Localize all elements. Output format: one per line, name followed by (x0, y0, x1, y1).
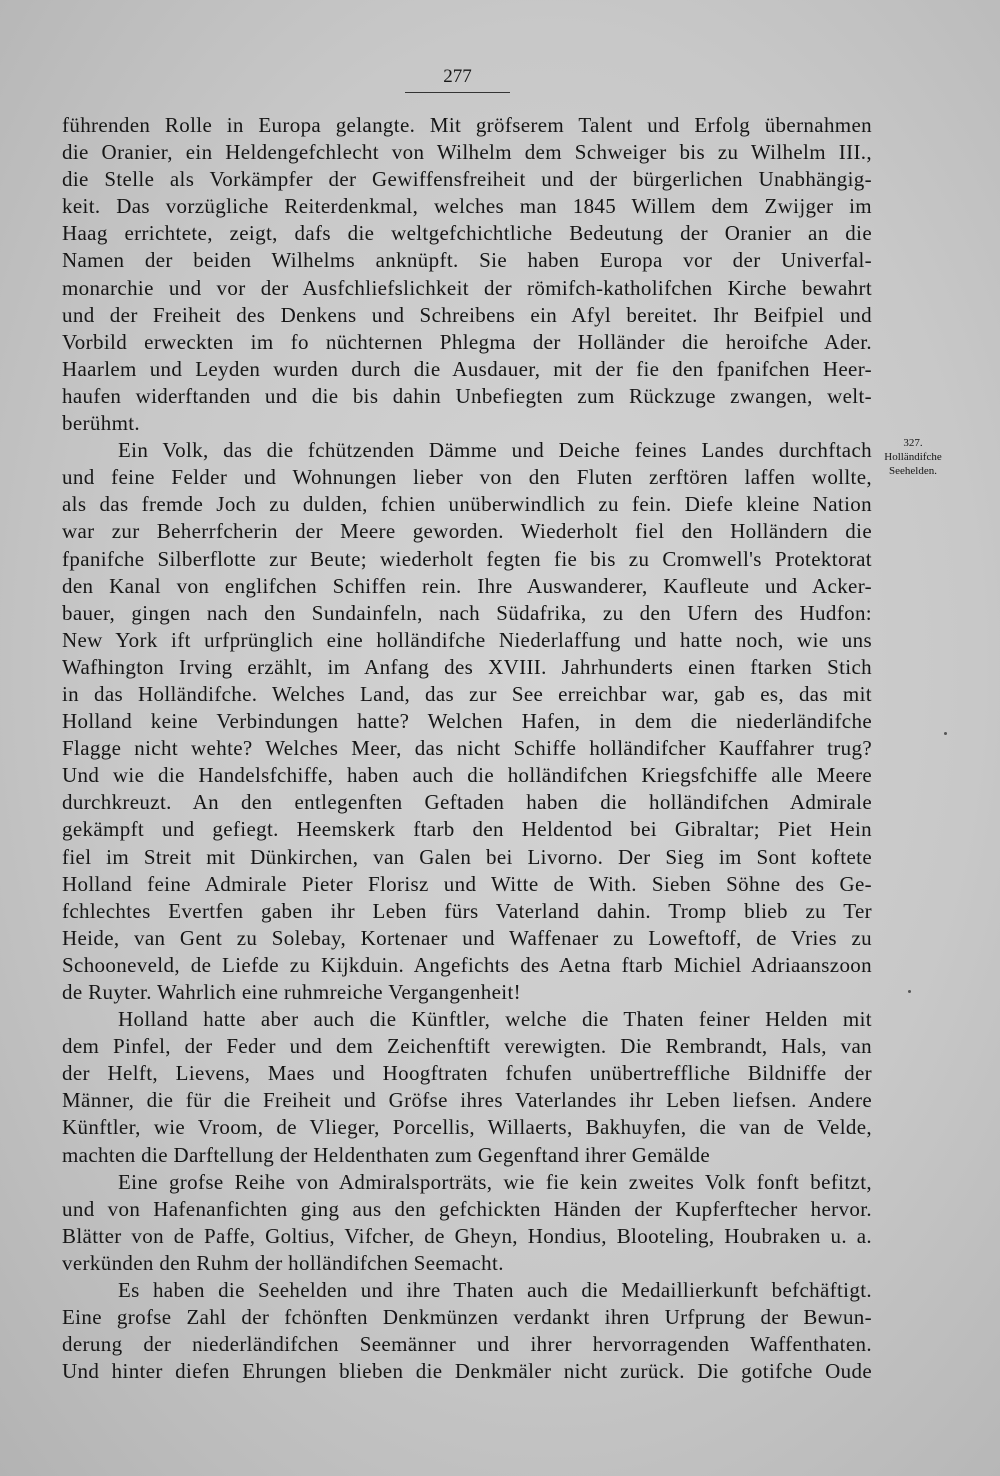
text-line: als das fremde Joch zu dulden, fchien unüberwindlich zu fein. Diefe kleine Nation (62, 492, 872, 517)
text-line: Holland hatte aber auch die Künftler, welche die Thaten feiner Helden mit (118, 1007, 872, 1032)
text-line: und von Hafenanfichten ging aus den gefchickten Händen der Kupferftecher hervor. (62, 1196, 872, 1221)
text-line: fiel im Streit mit Dünkirchen, van Galen bei Livorno. Der Sieg im Sont koftete (62, 844, 872, 869)
text-line: durchkreuzt. An den entlegenften Geftaden haben die holländifchen Admirale (62, 790, 872, 815)
text-line: Namen der beiden Wilhelms anknüpft. Sie haben Europa vor der Univerfal- (62, 248, 872, 273)
text-line: fchlechtes Evertfen gaben ihr Leben fürs Vaterland dahin. Tromp blieb zu Ter (62, 898, 872, 923)
text-line: die Oranier, ein Heldengefchlecht von Wilhelm dem Schweiger bis zu Wilhelm III., (62, 140, 872, 165)
paper-speck (944, 732, 947, 735)
text-line: Blätter von de Paffe, Goltius, Vifcher, de Gheyn, Hondius, Blooteling, Houbraken u. a. (62, 1223, 872, 1248)
text-line: Und hinter diefen Ehrungen blieben die Denkmäler nicht zurück. Die gotifche Oude (62, 1359, 872, 1384)
text-line: Wafhington Irving erzählt, im Anfang des XVIII. Jahrhunderts einen ftarken Stich (62, 654, 872, 679)
text-line: New York ift urfprünglich eine holländifche Niederlaffung und hatte noch, wie uns (62, 627, 872, 652)
text-line: bauer, gingen nach den Sundainfeln, nach Südafrika, zu den Ufern des Hudfon: (62, 600, 872, 625)
text-line: Holland feine Admirale Pieter Florisz und Witte de With. Sieben Söhne des Ge- (62, 871, 872, 896)
text-line: haufen widerftanden und die bis dahin Unbefiegten zum Rückzuge zwangen, welt- (62, 383, 872, 408)
page-number: 277 (443, 66, 472, 87)
text-line: war zur Beherrfcherin der Meere geworden. Wiederholt fiel den Holländern die (62, 519, 872, 544)
body-text (62, 112, 872, 1385)
text-line: Haarlem und Leyden wurden durch die Ausdauer, mit der fie den fpanifchen Heer- (62, 356, 872, 381)
text-line: und feine Felder und Wohnungen lieber von den Fluten zerftören laffen wollte, (62, 465, 872, 490)
paper-speck (908, 990, 911, 993)
text-line: Haag errichtete, zeigt, dafs die weltgefchichtliche Bedeutung der Oranier an die (62, 221, 872, 246)
text-line: Es haben die Seehelden und ihre Thaten auch die Medaillierkunft befchäftigt. (118, 1278, 872, 1303)
text-line: Ein Volk, das die fchützenden Dämme und Deiche feines Landes durchftach (118, 438, 872, 463)
page-number-rule (405, 92, 510, 93)
text-line: Männer, die für die Freiheit und Gröfse ihres Vaterlandes ihr Leben liefsen. Andere (62, 1088, 872, 1113)
text-line: de Ruyter. Wahrlich eine ruhmreiche Vergangenheit! (62, 980, 521, 1004)
text-line: verkünden den Ruhm der holländifchen Seemacht. (62, 1250, 504, 1275)
text-line: berühmt. (62, 411, 141, 436)
text-line: machten die Darftellung der Heldenthaten zum Gegenftand ihrer Gemälde (62, 1142, 711, 1167)
margin-note-line-2: Seehelden. (889, 465, 937, 477)
text-line: Heide, van Gent zu Solebay, Kortenaer und Waffenaer zu Loweftoff, de Vries zu (62, 925, 872, 950)
margin-note-line-1: Holländifche (884, 451, 942, 463)
text-line: Künftler, wie Vroom, de Vlieger, Porcellis, Willaerts, Bakhuyfen, die van de Velde, (62, 1115, 872, 1140)
text-line: fpanifche Silberflotte zur Beute; wiederholt fegten fie bis zu Cromwell's Protektorat (62, 546, 872, 571)
text-line: derung der niederländifchen Seemänner und ihrer hervorragenden Waffenthaten. (62, 1332, 872, 1357)
text-line: Eine grofse Reihe von Admiralsporträts, wie fie kein zweites Volk fonft befitzt, (118, 1169, 872, 1194)
text-line: die Stelle als Vorkämpfer der Gewiffensfreiheit und der bürgerlichen Unabhängig- (62, 167, 872, 192)
text-line: den Kanal von englifchen Schiffen rein. Ihre Auswanderer, Kaufleute und Acker- (62, 573, 872, 598)
text-line: keit. Das vorzügliche Reiterdenkmal, welches man 1845 Willem dem Zwijger im (62, 194, 872, 219)
text-line: Flagge nicht wehte? Welches Meer, das nicht Schiffe holländifcher Kauffahrer trug? (62, 736, 872, 761)
text-line: gekämpft und gefiegt. Heemskerk ftarb den Heldentod bei Gibraltar; Piet Hein (62, 817, 872, 842)
text-line: monarchie und vor der Ausfchliefslichkeit der römifch-katholifchen Kirche bewahrt (62, 275, 872, 300)
text-line: führenden Rolle in Europa gelangte. Mit gröfserem Talent und Erfolg übernahmen (62, 113, 872, 137)
text-line: und der Freiheit des Denkens und Schreibens ein Afyl bereitet. Ihr Beifpiel und (62, 302, 872, 327)
text-line: Vorbild erweckten im fo nüchternen Phlegma der Holländer die heroifche Ader. (62, 329, 872, 354)
text-line: Und wie die Handelsfchiffe, haben auch die holländifchen Kriegsfchiffe alle Meere (62, 763, 872, 788)
text-line: Schooneveld, de Liefde zu Kijkduin. Angefichts des Aetna ftarb Michiel Adriaanszoon (62, 952, 872, 977)
margin-note (872, 436, 954, 478)
margin-note-number: 327. (903, 437, 923, 449)
text-line: Holland keine Verbindungen hatte? Welchen Hafen, in dem die niederländifche (62, 709, 872, 734)
text-line: dem Pinfel, der Feder und dem Zeichenftift verewigten. Die Rembrandt, Hals, van (62, 1034, 872, 1059)
text-line: in das Holländifche. Welches Land, das zur See erreichbar war, gab es, das mit (62, 681, 872, 706)
text-line: der Helft, Lievens, Maes und Hoogftraten fchufen unübertreffliche Bildniffe der (62, 1061, 872, 1086)
text-line: Eine grofse Zahl der fchönften Denkmünzen verdankt ihren Urfprung der Bewun- (62, 1305, 872, 1330)
